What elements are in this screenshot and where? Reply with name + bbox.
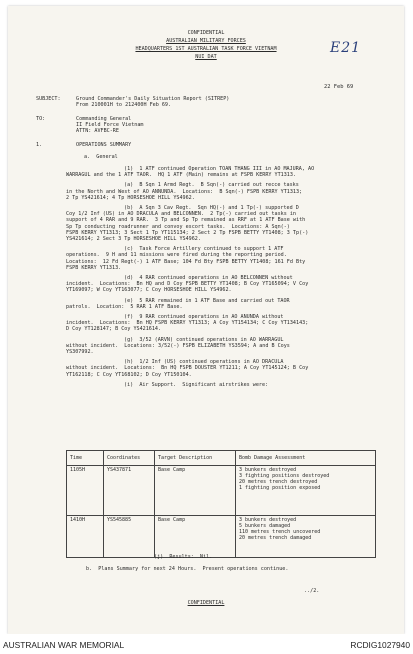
cell-target: Base Camp bbox=[155, 466, 236, 516]
body-line: FSPB KERRY YT1313; 3 Sect 1 Tp YT115134; 2 Sect 2 Tp FSPB BETTY YT1408; 3 Tp(-) bbox=[66, 229, 309, 236]
bda-line: 110 metres trench uncovered bbox=[239, 529, 321, 535]
table-row bbox=[67, 516, 376, 558]
bda-line: 3 fighting positions destroyed bbox=[239, 473, 330, 479]
results-line: (j) Results: Nil. bbox=[154, 554, 213, 560]
col-time: Time bbox=[67, 451, 104, 466]
location-title: NUI DAT bbox=[195, 54, 217, 60]
col-coordinates: Coordinates bbox=[104, 451, 155, 466]
body-line: 2 Tp YS421614; 4 Tp HORSESHOE HILL YS4962. bbox=[66, 194, 195, 201]
body-line: (g) 3/52 (ARVN) continued operations in AO WARRAGUL bbox=[124, 336, 284, 343]
cell-time: 1410H bbox=[67, 516, 104, 558]
body-line: FSPB KERRY YT1313. bbox=[66, 264, 122, 271]
archive-id: RCDIG1027940 bbox=[350, 640, 410, 650]
table-row bbox=[67, 466, 376, 516]
cell-target: Base Camp bbox=[155, 516, 236, 558]
hq-title: HEADQUARTERS 1ST AUSTRALIAN TASK FORCE VIETNAM bbox=[135, 46, 277, 52]
body-line: (1) 1 ATF continued Operation TOAN THANG III in AO MAJURA, AO bbox=[124, 166, 315, 172]
cell-bda bbox=[236, 516, 376, 558]
section-number: 1. bbox=[36, 142, 43, 148]
body-line: YT162118; C Coy YT168102; D Coy YT150104. bbox=[66, 371, 192, 378]
body-line: D Coy YT128147; B Coy YS421614. bbox=[66, 326, 162, 333]
body-line: (c) Task Force Artillery continued to support 1 ATF bbox=[124, 246, 284, 253]
col-target: Target Description bbox=[155, 451, 236, 466]
classification-top: CONFIDENTIAL bbox=[187, 30, 225, 36]
bda-line: 3 bunkers destroyed bbox=[239, 517, 297, 523]
bda-line: 20 metres trench damaged bbox=[239, 535, 312, 541]
body-line: (i) Air Support. Significant airstrikes were: bbox=[124, 381, 269, 388]
subject-line-1: Ground Commander's Daily Situation Report (SITREP) bbox=[76, 96, 230, 102]
org-title: AUSTRALIAN MILITARY FORCES bbox=[166, 38, 246, 44]
body-line: operations. 9 H and 11 missions were fired during the reporting period. bbox=[66, 252, 287, 259]
archive-footer bbox=[0, 634, 413, 654]
report-date: 22 Feb 69 bbox=[324, 84, 354, 90]
body-line: (e) 5 RAR remained in 1 ATF Base and carried out TAOR bbox=[124, 297, 290, 304]
section-title: OPERATIONS SUMMARY bbox=[76, 142, 132, 148]
body-line: without incident. Locations: Bn HQ FSPB DOUSTER YT1211; A Coy YT145124; B Coy bbox=[66, 365, 309, 372]
body-line: (b) A Sqn 3 Cav Regt. Sqn HQ(-) and 1 Tp(-) supported D bbox=[124, 205, 299, 211]
body-line: incident. Locations: Bn HQ and D Coy FSPB BETTY YT1408; B Coy YT165094; V Coy bbox=[66, 281, 309, 288]
bda-line: 3 bunkers destroyed bbox=[239, 467, 297, 473]
body-line: incident. Locations: Bn HQ FSPB KERRY YT1313; A Coy YT154134; C Coy YT134143; bbox=[66, 320, 309, 327]
body-line: support of 4 RAR and 9 RAR. 3 Tp and Sp Tp remained as RRF at 1 ATF Base with bbox=[66, 217, 306, 224]
to-line-1: Commanding General bbox=[76, 116, 132, 122]
body-line: (a) B Sqn 1 Armd Regt. B Sqn(-) carried out recce tasks bbox=[124, 182, 299, 189]
subject-label: SUBJECT: bbox=[36, 96, 61, 102]
cell-coords: YS437871 bbox=[104, 466, 155, 516]
page-continuation: ../2. bbox=[304, 588, 320, 594]
to-line-3: ATTN: AVFBC-RE bbox=[76, 128, 119, 134]
cell-bda bbox=[236, 466, 376, 516]
body-line: patrols. Location: 5 RAR 1 ATF Base. bbox=[66, 303, 183, 310]
body-line: YS307992. bbox=[66, 349, 94, 355]
to-label: TO: bbox=[36, 116, 46, 122]
classification-bottom: CONFIDENTIAL bbox=[187, 600, 225, 606]
file-ref-handwritten: E21 bbox=[330, 40, 362, 56]
body-line: in the North and West of AO ANNUNDA. Locations: B Sqn(-) FSPB KERRY YT1313; bbox=[66, 188, 303, 195]
col-bda: Bomb Damage Assessment bbox=[236, 451, 376, 466]
bda-line: 1 fighting position exposed bbox=[239, 485, 321, 491]
body-line: WARRAGUL and the 1 ATF TAOR. HQ 1 ATF (Main) remains at FSPB KERRY YT1313. bbox=[66, 172, 297, 179]
subject-line-2: From 210001H to 212400H Feb 69. bbox=[76, 102, 172, 108]
body-line: without incident. Locations: 3/52(-) FSPB ELIZABETH YS3594; A and B Coys bbox=[66, 342, 290, 349]
body-line: YS421614; 2 Sect 3 Tp HORSESHOE HILL YS4962. bbox=[66, 236, 201, 242]
archive-name: AUSTRALIAN WAR MEMORIAL bbox=[3, 640, 125, 650]
document-page bbox=[8, 6, 404, 634]
plans-summary: b. Plans Summary for next 24 Hours. Present operations continue. bbox=[86, 566, 289, 572]
body-line: Locations: 12 Fd Regt(-) 1 ATF Base; 104 Fd Bty FSPB BETTY YT1408; 161 Fd Bty bbox=[66, 258, 306, 265]
body-line: (h) 1/2 Inf (US) continued operations in AO DRACULA bbox=[124, 359, 284, 366]
cell-coords: YS545885 bbox=[104, 516, 155, 558]
body-line: Coy 1/2 Inf (US) in AO DRACULA and BELCONNEN. 2 Tp(-) carried out tasks in bbox=[66, 211, 297, 218]
bda-line: 20 metres trench destroyed bbox=[239, 479, 318, 485]
body-line: (f) 9 RAR continued operations in AO ANUNDA without bbox=[124, 314, 284, 320]
cell-time: 1105H bbox=[67, 466, 104, 516]
body-line: Sp Tp conducting roadrunner and convoy escort tasks. Locations: A Sqn(-) bbox=[66, 223, 290, 230]
section-sub-general: a. General bbox=[84, 154, 118, 160]
body-line: (d) 4 RAR continued operations in AO BELCONNEN without bbox=[124, 275, 293, 281]
to-line-2: II Field Force Vietnam bbox=[76, 122, 144, 128]
table-header-row bbox=[67, 451, 376, 466]
body-line: YT169097; W Coy YT163077; C Coy HORSESHOE HILL YS4962. bbox=[66, 287, 232, 294]
bda-line: 5 bunkers damaged bbox=[239, 523, 291, 529]
airstrike-table bbox=[66, 450, 376, 558]
